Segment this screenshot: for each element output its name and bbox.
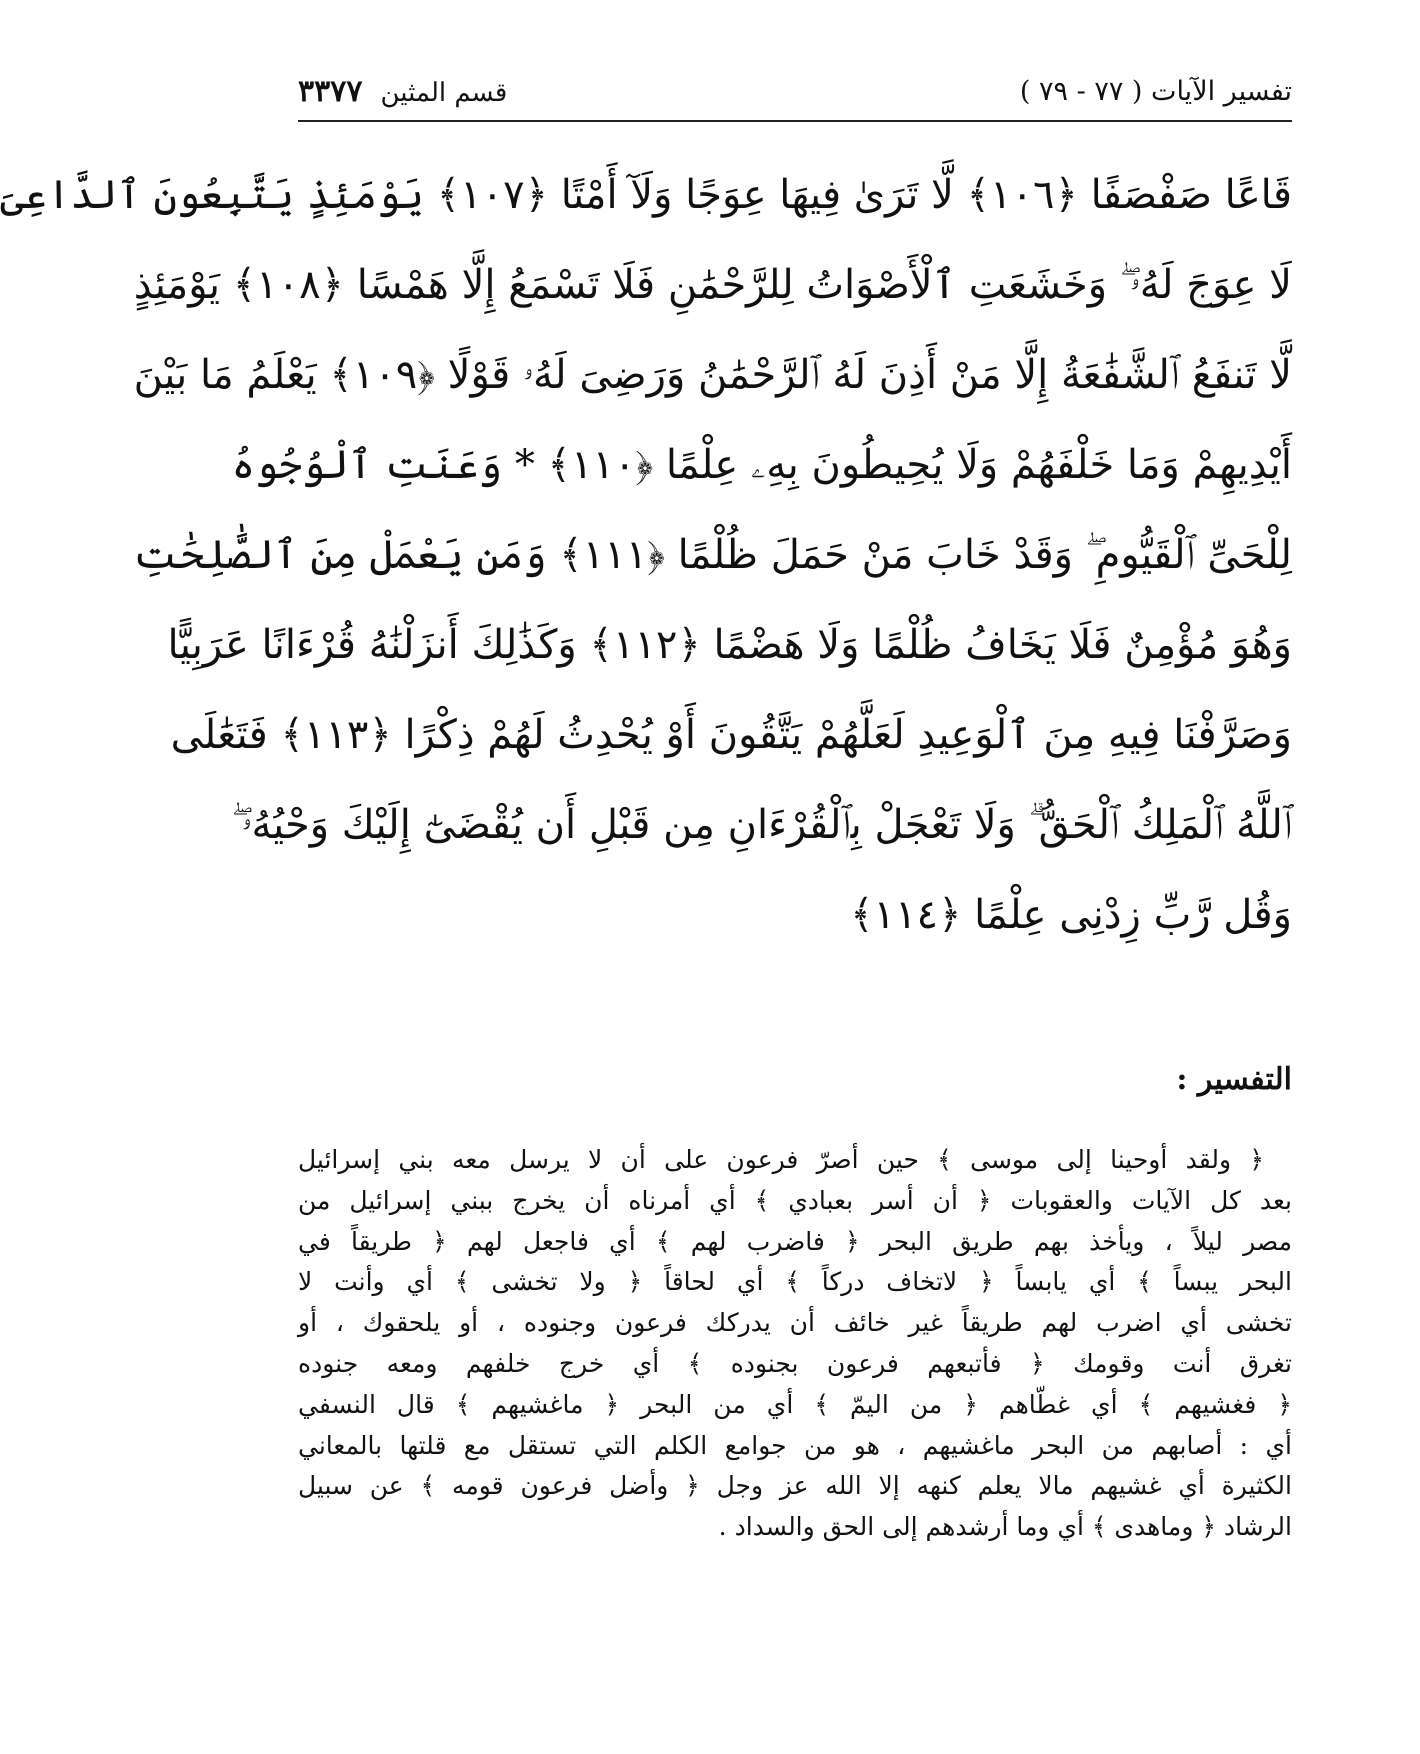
tafsir-line: تغرق أنت وقومك ﴿ فأتبعهم فرعون بجنوده ﴾ أي خرج خلفهم ومعه جنوده [298, 1348, 1292, 1378]
tafsir-line: ﴿ فغشيهم ﴾ أي غطّاهم ﴿ من اليمّ ﴾ أي من البحر ﴿ ماغشيهم ﴾ قال النسفي [298, 1389, 1292, 1419]
tafsir-body [298, 1140, 1292, 1548]
running-header [298, 68, 1292, 114]
quran-line: وَصَرَّفْنَا فِيهِ مِنَ ٱلْوَعِيدِ لَعَلَّهُمْ يَتَّقُونَ أَوْ يُحْدِثُ لَهُمْ ذِكْرًا ﴿١١٣﴾ فَتَعَٰلَى [170, 712, 1292, 758]
tafsir-line: الرشاد ﴿ وماهدى ﴾ أي وما أرشدهم إلى الحق والسداد . [718, 1512, 1292, 1542]
quran-line: لَّا تَنفَعُ ٱلشَّفَٰعَةُ إِلَّا مَنْ أَذِنَ لَهُ ٱلرَّحْمَٰنُ وَرَضِىَ لَهُۥ قَوْلًا ﴿١٠٩﴾ يَعْلَمُ مَا بَيْنَ [133, 352, 1292, 398]
quran-line: وَقُل رَّبِّ زِدْنِى عِلْمًا ﴿١١٤﴾ [850, 892, 1292, 938]
tafsir-heading: التفسير : [1176, 1062, 1292, 1097]
book-part-name: قسم المثين [380, 77, 508, 108]
quran-line: قَاعًا صَفْصَفًا ﴿١٠٦﴾ لَّا تَرَىٰ فِيهَا عِوَجًا وَلَآ أَمْتًا ﴿١٠٧﴾ يَوْمَئِذٍ يَتَّبِعُونَ ٱلدَّاعِىَ [0, 172, 1292, 218]
quran-line: لَا عِوَجَ لَهُۥ ۖ وَخَشَعَتِ ٱلْأَصْوَاتُ لِلرَّحْمَٰنِ فَلَا تَسْمَعُ إِلَّا هَمْسًا ﴿١٠٨﴾ يَوْمَئِذٍ [133, 262, 1292, 308]
tafsir-line: أي : أصابهم من البحر ماغشيهم ، هو من جوامع الكلم التي تستقل مع قلتها بالمعاني [298, 1430, 1292, 1460]
tafsir-line: مصر ليلاً ، ويأخذ بهم طريق البحر ﴿ فاضرب لهم ﴾ أي فاجعل لهم ﴿ طريقاً في [298, 1226, 1292, 1256]
quran-line: لِلْحَىِّ ٱلْقَيُّومِ ۖ وَقَدْ خَابَ مَنْ حَمَلَ ظُلْمًا ﴿١١١﴾ وَمَن يَعْمَلْ مِنَ ٱلصَّٰلِحَٰتِ [133, 532, 1292, 578]
header-left-group [298, 74, 507, 109]
tafsir-line: ﴿ ولقد أوحينا إلى موسى ﴾ حين أصرّ فرعون على أن لا يرسل معه بني إسرائيل [298, 1145, 1264, 1174]
quran-line: أَيْدِيهِمْ وَمَا خَلْفَهُمْ وَلَا يُحِيطُونَ بِهِۦ عِلْمًا ﴿١١٠﴾ * وَعَنَتِ ٱلْوُجُوهُ [231, 442, 1292, 488]
section-title: تفسير الآيات ( ٧٧ - ٧٩ ) [1019, 75, 1292, 107]
tafsir-line: الكثيرة أي غشيهم مالا يعلم كنهه إلا الله عز وجل ﴿ وأضل فرعون قومه ﴾ عن سبيل [298, 1471, 1292, 1501]
quran-line: وَهُوَ مُؤْمِنٌ فَلَا يَخَافُ ظُلْمًا وَلَا هَضْمًا ﴿١١٢﴾ وَكَذَٰلِكَ أَنزَلْنَٰهُ قُرْءَانًا عَرَبِيًّا [167, 622, 1292, 668]
tafsir-line: البحر يبساً ﴾ أي يابساً ﴿ لاتخاف دركاً ﴾ أي لحاقاً ﴿ ولا تخشى ﴾ أي وأنت لا [298, 1267, 1292, 1297]
header-rule [298, 120, 1292, 122]
page-number: ٣٣٧٧ [298, 73, 363, 109]
quran-verses-block [0, 150, 1292, 960]
tafsir-line: بعد كل الآيات والعقوبات ﴿ أن أسر بعبادي ﴾ أي أمرناه أن يخرج ببني إسرائيل من [298, 1185, 1292, 1215]
tafsir-line: تخشى أي اضرب لهم طريقاً غير خائف أن يدركك فرعون وجنوده ، أو يلحقوك ، أو [298, 1308, 1292, 1338]
quran-line: ٱللَّهُ ٱلْمَلِكُ ٱلْحَقُّ ۗ وَلَا تَعْجَلْ بِٱلْقُرْءَانِ مِن قَبْلِ أَن يُقْضَىٰٓ إِلَيْكَ وَحْيُهُۥ ۖ [231, 802, 1292, 848]
